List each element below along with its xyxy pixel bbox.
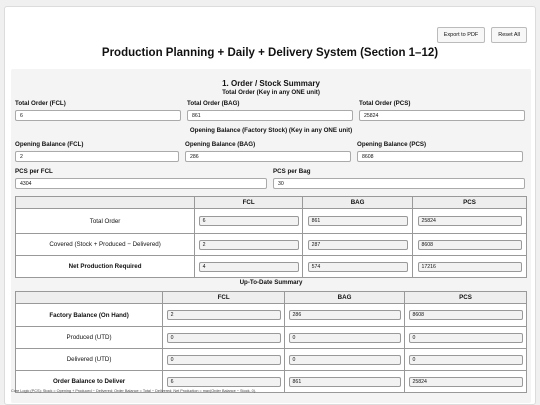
header-bag: BAG xyxy=(303,197,413,209)
open-pcs-label: Opening Balance (PCS) xyxy=(357,141,427,148)
open-fcl-input[interactable]: 2 xyxy=(15,151,179,162)
factory-balance-pcs-cell: 8608 xyxy=(409,310,523,320)
row-label: Total Order xyxy=(16,209,195,234)
utd-summary-table xyxy=(15,291,527,393)
order-fcl-input[interactable]: 6 xyxy=(15,110,181,121)
order-balance-fcl-cell: 6 xyxy=(167,377,281,387)
header-blank xyxy=(16,292,163,304)
delivered-fcl-cell: 0 xyxy=(167,355,281,365)
table-row xyxy=(16,327,527,349)
header-fcl: FCL xyxy=(195,197,303,209)
order-balance-pcs-cell: 25824 xyxy=(409,377,523,387)
factory-balance-bag-cell: 286 xyxy=(289,310,401,320)
order-subtitle: Total Order (Key in any ONE unit) xyxy=(222,89,320,96)
pcs-per-fcl-label: PCS per FCL xyxy=(15,168,53,175)
pcs-per-bag-label: PCS per Bag xyxy=(273,168,311,175)
order-pcs-label: Total Order (PCS) xyxy=(359,100,411,107)
row-label: Produced (UTD) xyxy=(16,327,163,349)
table-row xyxy=(16,256,527,278)
utd-summary-title: Up-To-Date Summary xyxy=(239,279,303,286)
reset-all-button[interactable]: Reset All xyxy=(491,27,527,43)
open-pcs-input[interactable]: 8608 xyxy=(357,151,523,162)
table-row xyxy=(16,349,527,371)
covered-bag-cell: 287 xyxy=(308,240,408,250)
covered-fcl-cell: 2 xyxy=(199,240,299,250)
produced-bag-cell: 0 xyxy=(289,333,401,343)
open-bag-label: Opening Balance (BAG) xyxy=(185,141,256,148)
row-label: Net Production Required xyxy=(16,256,195,278)
order-pcs-input[interactable]: 25824 xyxy=(359,110,525,121)
header-pcs: PCS xyxy=(413,197,527,209)
section-order-stock xyxy=(11,69,531,403)
produced-fcl-cell: 0 xyxy=(167,333,281,343)
header-pcs: PCS xyxy=(405,292,527,304)
row-label: Covered (Stock + Produced − Delivered) xyxy=(16,234,195,256)
open-bag-input[interactable]: 286 xyxy=(185,151,351,162)
header-bag: BAG xyxy=(285,292,405,304)
main-panel xyxy=(4,6,536,405)
pcs-per-bag-input[interactable]: 30 xyxy=(273,178,525,189)
row-label: Factory Balance (On Hand) xyxy=(16,304,163,327)
delivered-bag-cell: 0 xyxy=(289,355,401,365)
total-order-pcs-cell: 25824 xyxy=(418,216,522,226)
row-label: Order Balance to Deliver xyxy=(16,371,163,393)
table-header-row xyxy=(16,292,527,304)
section-title: 1. Order / Stock Summary xyxy=(222,79,320,88)
order-bag-input[interactable]: 861 xyxy=(187,110,353,121)
order-bag-label: Total Order (BAG) xyxy=(187,100,240,107)
core-logic-footnote: Core Logic (PCS): Stock = Opening + Produced − Delivered; Order Balance = Total − Delivered; Net Production = max(Order Balance − Stock, 0). xyxy=(11,389,257,393)
total-order-bag-cell: 861 xyxy=(308,216,408,226)
row-label: Delivered (UTD) xyxy=(16,349,163,371)
header-blank xyxy=(16,197,195,209)
net-production-fcl-cell: 4 xyxy=(199,262,299,272)
total-order-fcl-cell: 6 xyxy=(199,216,299,226)
page-title: Production Planning + Daily + Delivery System (Section 1–12) xyxy=(101,47,439,59)
order-fcl-label: Total Order (FCL) xyxy=(15,100,66,107)
table-row xyxy=(16,234,527,256)
order-balance-bag-cell: 861 xyxy=(289,377,401,387)
table-header-row xyxy=(16,197,527,209)
toolbar xyxy=(437,27,527,43)
covered-pcs-cell: 8608 xyxy=(418,240,522,250)
produced-pcs-cell: 0 xyxy=(409,333,523,343)
net-production-bag-cell: 574 xyxy=(308,262,408,272)
delivered-pcs-cell: 0 xyxy=(409,355,523,365)
export-pdf-button[interactable]: Export to PDF xyxy=(437,27,486,43)
header-fcl: FCL xyxy=(163,292,285,304)
open-fcl-label: Opening Balance (FCL) xyxy=(15,141,84,148)
opening-subtitle: Opening Balance (Factory Stock) (Key in any ONE unit) xyxy=(189,127,353,134)
table-row xyxy=(16,304,527,327)
table-row xyxy=(16,209,527,234)
net-production-pcs-cell: 17216 xyxy=(418,262,522,272)
factory-balance-fcl-cell: 2 xyxy=(167,310,281,320)
order-summary-table xyxy=(15,196,527,278)
pcs-per-fcl-input[interactable]: 4304 xyxy=(15,178,267,189)
